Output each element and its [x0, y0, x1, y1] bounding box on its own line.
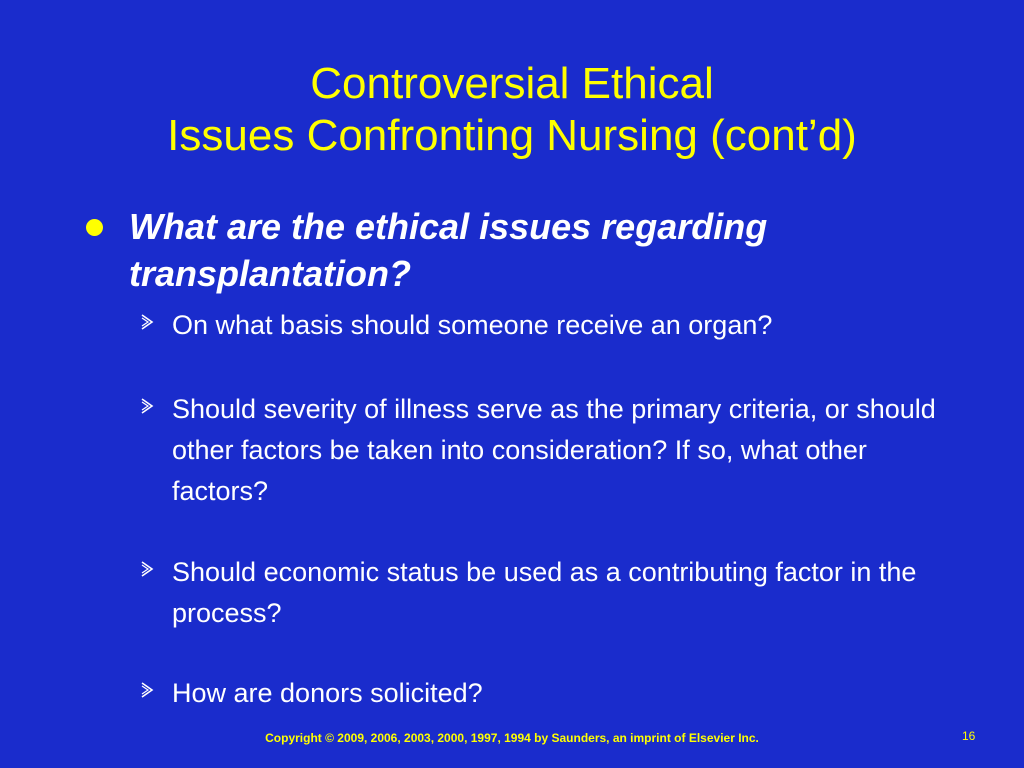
arrow-bullet-icon [140, 314, 154, 330]
slide-title-line-2: Issues Confronting Nursing (cont’d) [167, 111, 857, 160]
sub-bullet-text: Should economic status be used as a contributing factor in the process? [172, 557, 917, 628]
circle-bullet-icon [86, 219, 103, 236]
sub-bullet-text: On what basis should someone receive an organ? [172, 310, 773, 340]
page-number: 16 [962, 729, 976, 743]
copyright-footer: Copyright © 2009, 2006, 2003, 2000, 1997, 1994 by Saunders, an imprint of Elsevier Inc. [265, 731, 759, 745]
main-bullet-text: What are the ethical issues regarding transplantation? [129, 206, 768, 294]
sub-bullet-text: Should severity of illness serve as the primary criteria, or should other factors be taken into consideration? If so, what other factors? [172, 394, 936, 506]
arrow-bullet-icon [140, 561, 154, 577]
slide-title-line-1: Controversial Ethical [310, 59, 714, 108]
arrow-bullet-icon [140, 398, 154, 414]
arrow-bullet-icon [140, 682, 154, 698]
sub-bullet-text: How are donors solicited? [172, 678, 483, 708]
slide-title [0, 58, 1024, 162]
